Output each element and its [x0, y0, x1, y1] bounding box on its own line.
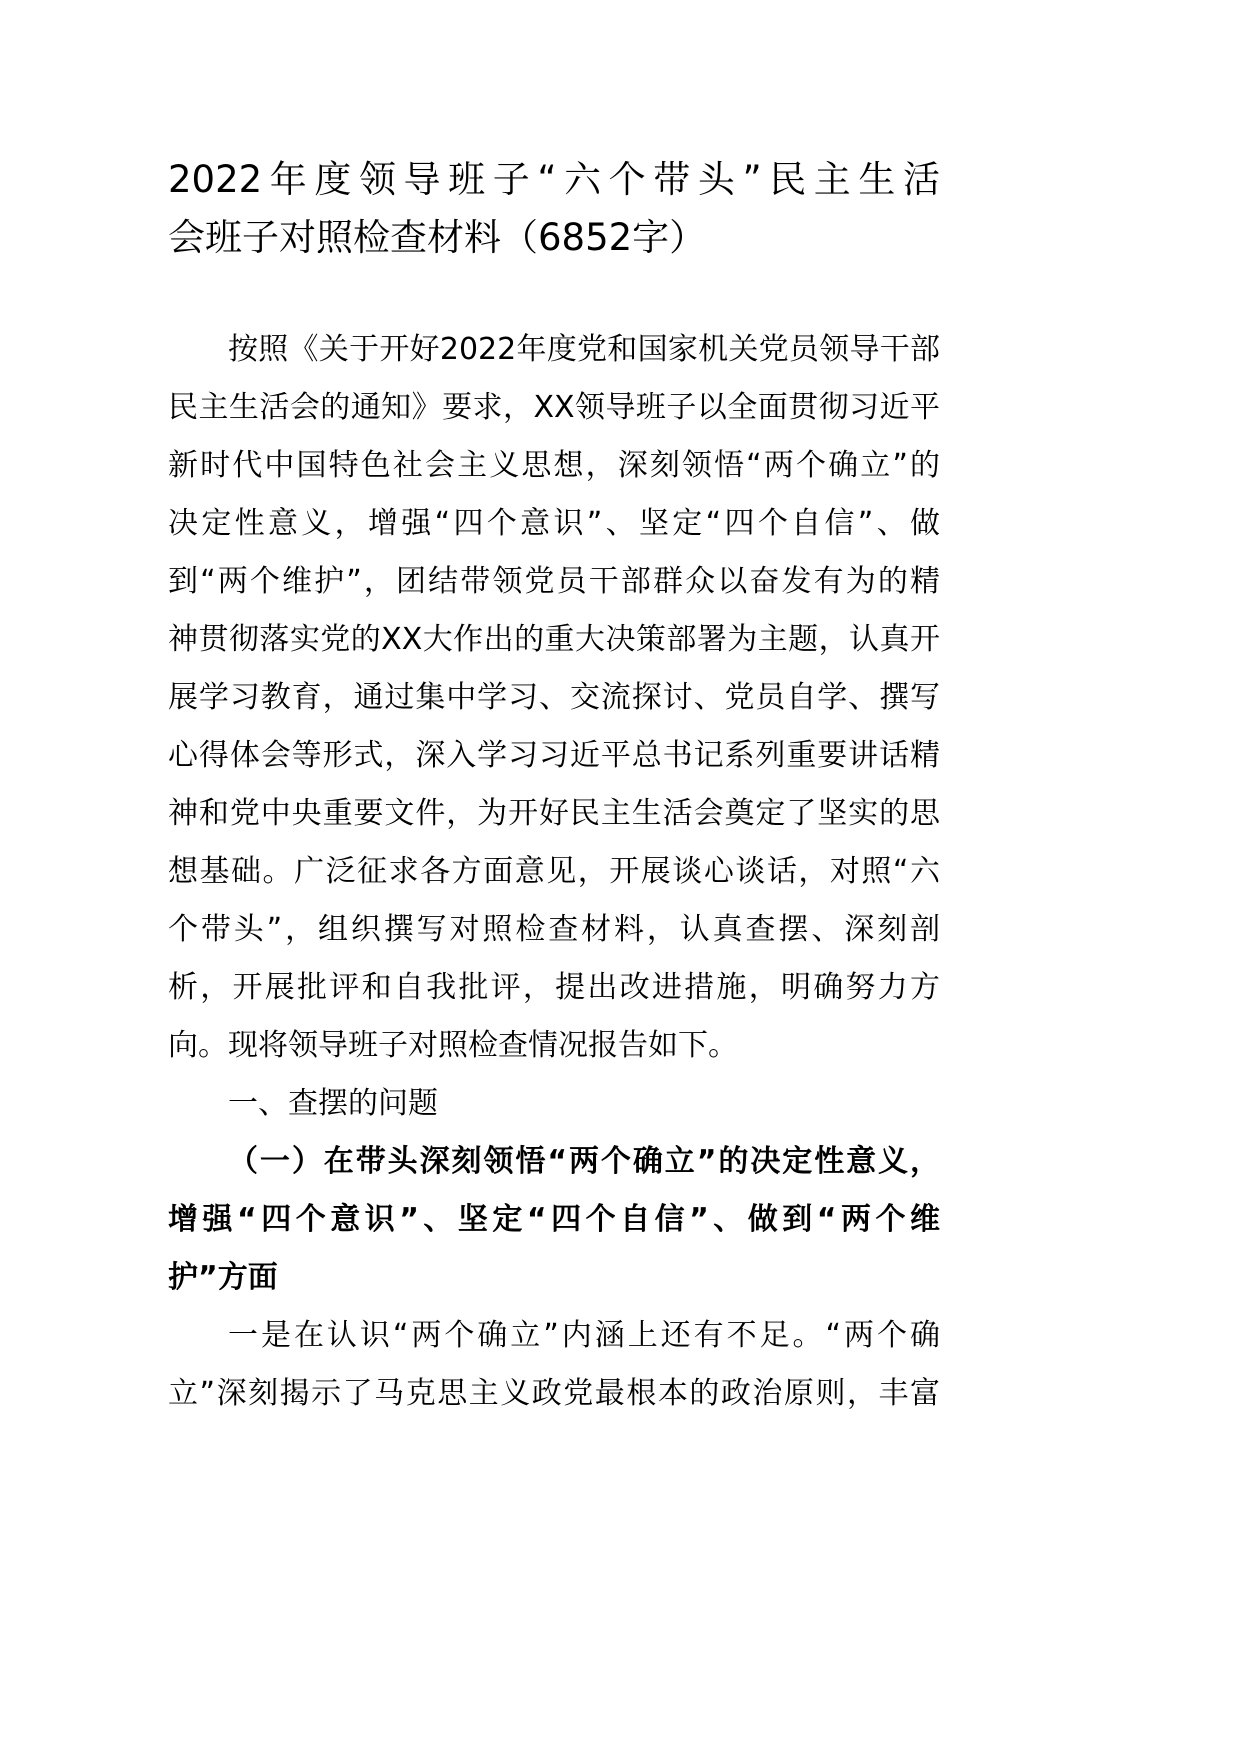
text-line: 展学习教育，通过集中学习、交流探讨、党员自学、撰写 [168, 680, 940, 715]
title-line: 2022年度领导班子“六个带头”民主生活 [168, 158, 940, 201]
text-line: 心得体会等形式，深入学习习近平总书记系列重要讲话精 [168, 738, 940, 773]
paragraph [168, 1307, 940, 1423]
text-line: 民主生活会的通知》要求，XX领导班子以全面贯彻习近平 [168, 390, 940, 425]
document-page [168, 151, 940, 1423]
subsection-heading [168, 1133, 940, 1307]
document-body [168, 321, 940, 1423]
text-line: 神和党中央重要文件，为开好民主生活会奠定了坚实的思 [168, 796, 940, 831]
text-line: 按照《关于开好2022年度党和国家机关党员领导干部 [228, 332, 940, 367]
text-line: 想基础。广泛征求各方面意见，开展谈心谈话，对照“六 [168, 854, 940, 889]
text-line: 个带头”，组织撰写对照检查材料，认真查摆、深刻剖 [168, 912, 940, 947]
text-line: 神贯彻落实党的XX大作出的重大决策部署为主题，认真开 [168, 622, 940, 657]
text-line: 一、查摆的问题 [228, 1086, 438, 1121]
text-line: 决定性意义，增强“四个意识”、坚定“四个自信”、做 [168, 506, 940, 541]
document-title [168, 151, 940, 267]
text-line: 到“两个维护”，团结带领党员干部群众以奋发有为的精 [168, 564, 940, 599]
text-line: 立”深刻揭示了马克思主义政党最根本的政治原则，丰富 [168, 1376, 940, 1411]
text-line: 增强“四个意识”、坚定“四个自信”、做到“两个维 [168, 1202, 940, 1237]
text-line: （一）在带头深刻领悟“两个确立”的决定性意义， [228, 1144, 940, 1179]
section-heading [168, 1075, 940, 1133]
title-line: 会班子对照检查材料（6852字） [168, 216, 707, 259]
paragraph [168, 321, 940, 1075]
text-line: 护”方面 [168, 1260, 278, 1295]
text-line: 向。现将领导班子对照检查情况报告如下。 [168, 1028, 738, 1063]
text-line: 新时代中国特色社会主义思想，深刻领悟“两个确立”的 [168, 448, 940, 483]
text-line: 一是在认识“两个确立”内涵上还有不足。“两个确 [228, 1318, 940, 1353]
text-line: 析，开展批评和自我批评，提出改进措施，明确努力方 [168, 970, 940, 1005]
